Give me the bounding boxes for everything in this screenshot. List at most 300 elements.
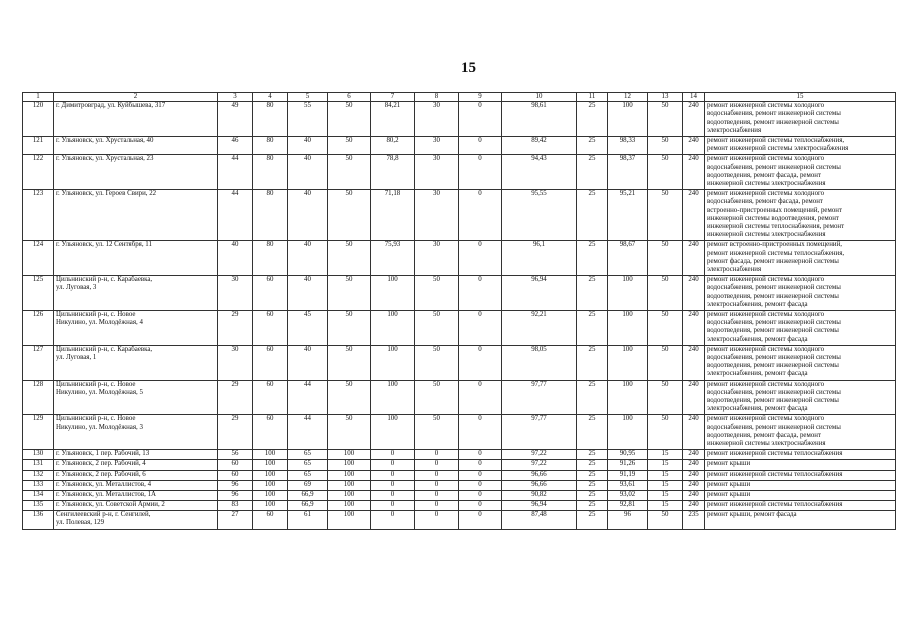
table-row bbox=[23, 415, 896, 450]
header-cell: 10 bbox=[502, 93, 577, 102]
address-line: г. Ульяновск, ул. 12 Сентября, 11 bbox=[56, 241, 152, 249]
work-types-cell bbox=[705, 241, 896, 276]
value-cell: 30 bbox=[218, 276, 253, 311]
value-cell: 50 bbox=[328, 155, 371, 190]
value-cell: 100 bbox=[608, 102, 648, 137]
value-cell: 25 bbox=[577, 450, 608, 460]
value-cell: 80 bbox=[253, 155, 288, 190]
value-cell: 240 bbox=[683, 276, 705, 311]
value-cell: 0 bbox=[459, 241, 502, 276]
value-cell: 40 bbox=[288, 345, 328, 380]
value-cell: 240 bbox=[683, 380, 705, 415]
value-cell: 60 bbox=[253, 511, 288, 529]
value-cell: 25 bbox=[577, 137, 608, 155]
address-line: г. Ульяновск, 1 пер. Рабочий, 13 bbox=[56, 450, 150, 458]
value-cell: 80 bbox=[253, 137, 288, 155]
value-cell: 50 bbox=[328, 137, 371, 155]
value-cell: 80,2 bbox=[371, 137, 415, 155]
header-cell: 9 bbox=[459, 93, 502, 102]
value-cell: 98,61 bbox=[502, 102, 577, 137]
work-line: ремонт инженерной системы теплоснабжения, bbox=[707, 249, 845, 257]
value-cell: 100 bbox=[608, 345, 648, 380]
work-line: водоотведения, ремонт фасада, ремонт bbox=[707, 171, 821, 179]
value-cell: 98,05 bbox=[502, 345, 577, 380]
value-cell: 100 bbox=[328, 450, 371, 460]
value-cell: 25 bbox=[577, 511, 608, 529]
work-line: ремонт крыши bbox=[707, 460, 751, 468]
value-cell: 60 bbox=[253, 276, 288, 311]
value-cell: 71,18 bbox=[371, 190, 415, 241]
work-line: водоотведения, ремонт инженерной системы bbox=[707, 292, 839, 300]
value-cell: 0 bbox=[459, 490, 502, 500]
header-cell: 4 bbox=[253, 93, 288, 102]
address-line: г. Ульяновск, ул. Героев Свири, 22 bbox=[56, 190, 157, 198]
header-cell: 2 bbox=[54, 93, 218, 102]
work-types-cell bbox=[705, 155, 896, 190]
header-cell: 13 bbox=[648, 93, 683, 102]
value-cell: 240 bbox=[683, 155, 705, 190]
value-cell: 0 bbox=[371, 511, 415, 529]
address-line: г. Ульяновск, ул. Металлистов, 1А bbox=[56, 490, 156, 498]
value-cell: 0 bbox=[459, 415, 502, 450]
row-number-cell: 120 bbox=[23, 102, 54, 137]
address-cell bbox=[54, 102, 218, 137]
value-cell: 30 bbox=[415, 190, 459, 241]
value-cell: 25 bbox=[577, 501, 608, 511]
work-line: инженерной системы электроснабжения bbox=[707, 439, 826, 447]
address-cell bbox=[54, 511, 218, 529]
value-cell: 44 bbox=[218, 155, 253, 190]
value-cell: 44 bbox=[288, 380, 328, 415]
address-line: ул. Луговая, 1 bbox=[56, 353, 97, 361]
value-cell: 50 bbox=[648, 190, 683, 241]
value-cell: 92,21 bbox=[502, 310, 577, 345]
value-cell: 98,37 bbox=[608, 155, 648, 190]
work-types-cell bbox=[705, 276, 896, 311]
value-cell: 90,95 bbox=[608, 450, 648, 460]
value-cell: 30 bbox=[415, 155, 459, 190]
value-cell: 50 bbox=[648, 345, 683, 380]
value-cell: 0 bbox=[415, 470, 459, 480]
value-cell: 50 bbox=[328, 102, 371, 137]
work-types-cell bbox=[705, 137, 896, 155]
work-line: ремонт инженерной системы холодного bbox=[707, 380, 825, 388]
address-cell bbox=[54, 450, 218, 460]
row-number-cell: 128 bbox=[23, 380, 54, 415]
work-line: встроенно-пристроенных помещений, ремонт bbox=[707, 206, 842, 214]
value-cell: 240 bbox=[683, 450, 705, 460]
value-cell: 87,48 bbox=[502, 511, 577, 529]
table-body bbox=[23, 93, 896, 530]
work-types-cell bbox=[705, 450, 896, 460]
value-cell: 69 bbox=[288, 480, 328, 490]
table-row bbox=[23, 190, 896, 241]
value-cell: 65 bbox=[288, 450, 328, 460]
value-cell: 50 bbox=[328, 276, 371, 311]
work-line: ремонт инженерной системы теплоснабжения bbox=[707, 501, 843, 509]
table-row bbox=[23, 490, 896, 500]
work-line: электроснабжения bbox=[707, 265, 762, 273]
work-types-cell bbox=[705, 460, 896, 470]
row-number-cell: 126 bbox=[23, 310, 54, 345]
value-cell: 0 bbox=[459, 460, 502, 470]
address-cell bbox=[54, 380, 218, 415]
value-cell: 100 bbox=[328, 501, 371, 511]
value-cell: 96,94 bbox=[502, 501, 577, 511]
value-cell: 100 bbox=[608, 380, 648, 415]
value-cell: 0 bbox=[415, 490, 459, 500]
value-cell: 27 bbox=[218, 511, 253, 529]
value-cell: 84,21 bbox=[371, 102, 415, 137]
value-cell: 240 bbox=[683, 415, 705, 450]
row-number-cell: 129 bbox=[23, 415, 54, 450]
value-cell: 98,67 bbox=[608, 241, 648, 276]
work-types-cell bbox=[705, 480, 896, 490]
value-cell: 96,94 bbox=[502, 276, 577, 311]
table-row bbox=[23, 380, 896, 415]
value-cell: 89,42 bbox=[502, 137, 577, 155]
header-cell: 8 bbox=[415, 93, 459, 102]
work-line: ремонт крыши bbox=[707, 490, 751, 498]
address-line: г. Димитровград, ул. Куйбышева, 317 bbox=[56, 102, 166, 110]
work-line: инженерной системы водоотведения, ремонт bbox=[707, 214, 839, 222]
value-cell: 0 bbox=[415, 501, 459, 511]
value-cell: 75,93 bbox=[371, 241, 415, 276]
value-cell: 0 bbox=[371, 450, 415, 460]
value-cell: 45 bbox=[288, 310, 328, 345]
page-number: 15 bbox=[461, 60, 476, 76]
header-cell: 6 bbox=[328, 93, 371, 102]
value-cell: 25 bbox=[577, 460, 608, 470]
value-cell: 240 bbox=[683, 241, 705, 276]
value-cell: 50 bbox=[328, 310, 371, 345]
value-cell: 15 bbox=[648, 450, 683, 460]
value-cell: 25 bbox=[577, 415, 608, 450]
value-cell: 80 bbox=[253, 241, 288, 276]
value-cell: 0 bbox=[459, 450, 502, 460]
value-cell: 96 bbox=[608, 511, 648, 529]
work-line: электроснабжения, ремонт фасада bbox=[707, 335, 808, 343]
table-row bbox=[23, 345, 896, 380]
row-number-cell: 125 bbox=[23, 276, 54, 311]
address-line: Никулино, ул. Молодёжная, 5 bbox=[56, 388, 143, 396]
value-cell: 25 bbox=[577, 241, 608, 276]
work-line: ремонт инженерной системы холодного bbox=[707, 310, 825, 318]
value-cell: 29 bbox=[218, 310, 253, 345]
value-cell: 0 bbox=[459, 102, 502, 137]
value-cell: 80 bbox=[253, 190, 288, 241]
value-cell: 100 bbox=[371, 380, 415, 415]
value-cell: 100 bbox=[328, 480, 371, 490]
value-cell: 25 bbox=[577, 102, 608, 137]
work-line: инженерной системы электроснабжения bbox=[707, 231, 826, 239]
address-cell bbox=[54, 190, 218, 241]
row-number-cell: 131 bbox=[23, 460, 54, 470]
row-number-cell: 133 bbox=[23, 480, 54, 490]
value-cell: 0 bbox=[371, 501, 415, 511]
address-line: Цильнинский р-н, с. Новое bbox=[56, 310, 136, 318]
value-cell: 50 bbox=[648, 241, 683, 276]
value-cell: 50 bbox=[328, 345, 371, 380]
address-cell bbox=[54, 345, 218, 380]
value-cell: 100 bbox=[253, 460, 288, 470]
value-cell: 25 bbox=[577, 470, 608, 480]
value-cell: 100 bbox=[328, 490, 371, 500]
value-cell: 0 bbox=[459, 380, 502, 415]
value-cell: 50 bbox=[415, 380, 459, 415]
value-cell: 25 bbox=[577, 155, 608, 190]
address-cell bbox=[54, 480, 218, 490]
value-cell: 240 bbox=[683, 490, 705, 500]
row-number-cell: 123 bbox=[23, 190, 54, 241]
work-line: ремонт инженерной системы холодного bbox=[707, 415, 825, 423]
work-line: ремонт инженерной системы теплоснабжения bbox=[707, 450, 843, 458]
value-cell: 94,43 bbox=[502, 155, 577, 190]
table-row bbox=[23, 470, 896, 480]
value-cell: 0 bbox=[459, 137, 502, 155]
value-cell: 96,66 bbox=[502, 480, 577, 490]
work-line: инженерной системы электроснабжения bbox=[707, 180, 826, 187]
value-cell: 60 bbox=[218, 460, 253, 470]
table-row bbox=[23, 137, 896, 155]
value-cell: 50 bbox=[648, 380, 683, 415]
address-line: Цильнинский р-н, с. Новое bbox=[56, 380, 136, 388]
address-line: г. Ульяновск, 2 пер. Рабочий, 6 bbox=[56, 470, 146, 478]
value-cell: 95,21 bbox=[608, 190, 648, 241]
value-cell: 0 bbox=[371, 480, 415, 490]
work-types-cell bbox=[705, 470, 896, 480]
work-line: электроснабжения, ремонт фасада bbox=[707, 370, 808, 378]
table-row bbox=[23, 102, 896, 137]
work-line: ремонт инженерной системы холодного bbox=[707, 155, 825, 163]
work-line: водоснабжения, ремонт инженерной системы bbox=[707, 319, 841, 327]
value-cell: 40 bbox=[288, 241, 328, 276]
work-line: водоснабжения, ремонт инженерной системы bbox=[707, 284, 841, 292]
row-number-cell: 124 bbox=[23, 241, 54, 276]
value-cell: 100 bbox=[253, 470, 288, 480]
address-line: Никулино, ул. Молодёжная, 4 bbox=[56, 319, 143, 327]
row-number-cell: 127 bbox=[23, 345, 54, 380]
value-cell: 50 bbox=[648, 155, 683, 190]
value-cell: 50 bbox=[415, 345, 459, 380]
value-cell: 100 bbox=[328, 470, 371, 480]
table-row bbox=[23, 511, 896, 529]
value-cell: 240 bbox=[683, 501, 705, 511]
value-cell: 100 bbox=[328, 511, 371, 529]
value-cell: 80 bbox=[253, 102, 288, 137]
value-cell: 100 bbox=[608, 415, 648, 450]
value-cell: 40 bbox=[288, 190, 328, 241]
value-cell: 60 bbox=[218, 470, 253, 480]
value-cell: 25 bbox=[577, 310, 608, 345]
value-cell: 25 bbox=[577, 345, 608, 380]
table-row bbox=[23, 480, 896, 490]
value-cell: 240 bbox=[683, 460, 705, 470]
value-cell: 90,82 bbox=[502, 490, 577, 500]
value-cell: 0 bbox=[371, 470, 415, 480]
value-cell: 50 bbox=[648, 415, 683, 450]
value-cell: 44 bbox=[218, 190, 253, 241]
value-cell: 25 bbox=[577, 190, 608, 241]
value-cell: 240 bbox=[683, 310, 705, 345]
work-line: ремонт крыши, ремонт фасада bbox=[707, 511, 797, 519]
address-line: Цильнинский р-н, с. Карабаевка, bbox=[56, 276, 153, 284]
value-cell: 83 bbox=[218, 501, 253, 511]
row-number-cell: 130 bbox=[23, 450, 54, 460]
value-cell: 30 bbox=[415, 241, 459, 276]
value-cell: 97,77 bbox=[502, 380, 577, 415]
work-line: водоотведения, ремонт фасада, ремонт bbox=[707, 431, 821, 439]
work-line: водоотведения, ремонт инженерной системы bbox=[707, 327, 839, 335]
table-row bbox=[23, 155, 896, 190]
work-line: электроснабжения, ремонт фасада bbox=[707, 300, 808, 308]
address-cell bbox=[54, 415, 218, 450]
value-cell: 50 bbox=[415, 276, 459, 311]
address-cell bbox=[54, 241, 218, 276]
value-cell: 0 bbox=[459, 470, 502, 480]
address-cell bbox=[54, 276, 218, 311]
work-line: водоотведения, ремонт инженерной системы bbox=[707, 396, 839, 404]
value-cell: 60 bbox=[253, 310, 288, 345]
value-cell: 15 bbox=[648, 460, 683, 470]
value-cell: 29 bbox=[218, 415, 253, 450]
value-cell: 0 bbox=[415, 511, 459, 529]
work-line: ремонт крыши bbox=[707, 480, 751, 488]
work-line: водоотведения, ремонт инженерной системы bbox=[707, 362, 839, 370]
work-line: ремонт встроенно-пристроенных помещений, bbox=[707, 241, 842, 249]
work-line: водоснабжения, ремонт инженерной системы bbox=[707, 388, 841, 396]
row-number-cell: 132 bbox=[23, 470, 54, 480]
value-cell: 66,9 bbox=[288, 490, 328, 500]
value-cell: 91,19 bbox=[608, 470, 648, 480]
value-cell: 100 bbox=[371, 276, 415, 311]
work-types-cell bbox=[705, 490, 896, 500]
table-row bbox=[23, 460, 896, 470]
value-cell: 50 bbox=[648, 137, 683, 155]
value-cell: 25 bbox=[577, 490, 608, 500]
address-cell bbox=[54, 490, 218, 500]
value-cell: 96,66 bbox=[502, 470, 577, 480]
header-cell: 15 bbox=[705, 93, 896, 102]
address-line: Цильнинский р-н, с. Карабаевка, bbox=[56, 345, 153, 353]
row-number-cell: 122 bbox=[23, 155, 54, 190]
value-cell: 25 bbox=[577, 380, 608, 415]
value-cell: 0 bbox=[459, 345, 502, 380]
value-cell: 29 bbox=[218, 380, 253, 415]
work-line: ремонт инженерной системы теплоснабжения, bbox=[707, 137, 845, 144]
value-cell: 30 bbox=[415, 102, 459, 137]
work-line: ремонт инженерной системы холодного bbox=[707, 345, 825, 353]
work-line: водоснабжения, ремонт инженерной системы bbox=[707, 163, 841, 171]
work-types-cell bbox=[705, 380, 896, 415]
value-cell: 96 bbox=[218, 480, 253, 490]
value-cell: 97,22 bbox=[502, 460, 577, 470]
value-cell: 50 bbox=[328, 380, 371, 415]
work-line: электроснабжения, ремонт фасада bbox=[707, 405, 808, 413]
value-cell: 95,55 bbox=[502, 190, 577, 241]
value-cell: 61 bbox=[288, 511, 328, 529]
value-cell: 44 bbox=[288, 415, 328, 450]
address-line: ул. Луговая, 3 bbox=[56, 284, 97, 292]
value-cell: 240 bbox=[683, 137, 705, 155]
work-line: водоснабжения, ремонт инженерной системы bbox=[707, 110, 841, 118]
row-number-cell: 136 bbox=[23, 511, 54, 529]
value-cell: 100 bbox=[371, 310, 415, 345]
value-cell: 97,77 bbox=[502, 415, 577, 450]
value-cell: 40 bbox=[288, 137, 328, 155]
header-cell: 3 bbox=[218, 93, 253, 102]
address-cell bbox=[54, 460, 218, 470]
value-cell: 50 bbox=[648, 511, 683, 529]
value-cell: 40 bbox=[218, 241, 253, 276]
value-cell: 60 bbox=[253, 415, 288, 450]
header-cell: 1 bbox=[23, 93, 54, 102]
value-cell: 55 bbox=[288, 102, 328, 137]
value-cell: 100 bbox=[253, 480, 288, 490]
address-cell bbox=[54, 310, 218, 345]
work-types-cell bbox=[705, 190, 896, 241]
address-line: г. Ульяновск, ул. Металлистов, 4 bbox=[56, 480, 152, 488]
value-cell: 0 bbox=[459, 480, 502, 490]
work-line: водоотведения, ремонт инженерной системы bbox=[707, 118, 839, 126]
value-cell: 65 bbox=[288, 460, 328, 470]
value-cell: 93,61 bbox=[608, 480, 648, 490]
work-line: водоснабжения, ремонт инженерной системы bbox=[707, 353, 841, 361]
address-line: г. Ульяновск, ул. Хрустальная, 23 bbox=[56, 155, 154, 163]
value-cell: 100 bbox=[253, 490, 288, 500]
value-cell: 100 bbox=[253, 450, 288, 460]
work-types-cell bbox=[705, 345, 896, 380]
work-line: водоснабжения, ремонт фасада, ремонт bbox=[707, 198, 823, 206]
address-cell bbox=[54, 501, 218, 511]
value-cell: 0 bbox=[415, 460, 459, 470]
value-cell: 98,33 bbox=[608, 137, 648, 155]
value-cell: 93,02 bbox=[608, 490, 648, 500]
value-cell: 240 bbox=[683, 102, 705, 137]
table-row bbox=[23, 310, 896, 345]
value-cell: 40 bbox=[288, 276, 328, 311]
header-cell: 11 bbox=[577, 93, 608, 102]
value-cell: 0 bbox=[459, 190, 502, 241]
work-line: водоснабжения, ремонт инженерной системы bbox=[707, 423, 841, 431]
value-cell: 50 bbox=[648, 310, 683, 345]
value-cell: 96 bbox=[218, 490, 253, 500]
header-cell: 5 bbox=[288, 93, 328, 102]
value-cell: 0 bbox=[415, 450, 459, 460]
value-cell: 50 bbox=[415, 310, 459, 345]
value-cell: 50 bbox=[415, 415, 459, 450]
work-types-cell bbox=[705, 415, 896, 450]
value-cell: 100 bbox=[328, 460, 371, 470]
row-number-cell: 134 bbox=[23, 490, 54, 500]
value-cell: 25 bbox=[577, 480, 608, 490]
value-cell: 100 bbox=[371, 415, 415, 450]
repair-priority-table bbox=[22, 92, 896, 530]
address-cell bbox=[54, 470, 218, 480]
value-cell: 40 bbox=[288, 155, 328, 190]
value-cell: 0 bbox=[371, 490, 415, 500]
address-line: ул. Полевая, 129 bbox=[56, 519, 105, 527]
value-cell: 60 bbox=[253, 380, 288, 415]
work-types-cell bbox=[705, 102, 896, 137]
value-cell: 100 bbox=[253, 501, 288, 511]
value-cell: 0 bbox=[459, 511, 502, 529]
table-row bbox=[23, 450, 896, 460]
value-cell: 92,81 bbox=[608, 501, 648, 511]
value-cell: 0 bbox=[459, 155, 502, 190]
value-cell: 15 bbox=[648, 490, 683, 500]
work-line: ремонт инженерной системы холодного bbox=[707, 190, 825, 198]
